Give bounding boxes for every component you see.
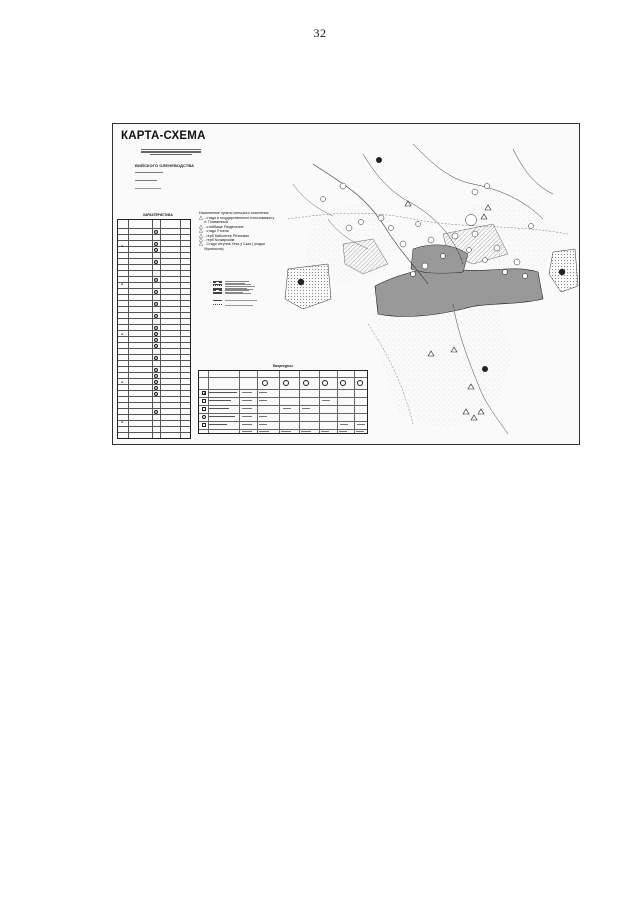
legend-item: △ - стойбище Раздельное — [199, 223, 244, 230]
legend-item: △ - Стадо отгулов Хета у Сказ ( угодье Мунильгия) — [199, 241, 266, 251]
line-symbol-legend — [213, 281, 271, 307]
map-caption-line-1 — [135, 172, 163, 173]
legend-item: △ - герб Кайссегер Рёзахман — [199, 232, 250, 239]
triangle-icon: △ — [199, 223, 203, 230]
map-subtitle — [141, 147, 201, 157]
left-characteristics-table: ● ● ● ● ● — [117, 219, 191, 439]
bottom-table-title: Биоресурсы — [273, 364, 293, 368]
legend-item: △ - герб Кочкарским — [199, 237, 235, 244]
map-sheet — [112, 123, 580, 445]
triangle-icon: △ — [199, 232, 203, 239]
legend-item: △ - стадо Утсели — [199, 228, 229, 235]
legend-heading: Населенные пункты сельского поселения — [199, 211, 269, 215]
bottom-resources-table: ▲ — [198, 370, 368, 434]
triangle-icon: △ — [199, 215, 203, 221]
map-legend — [199, 211, 275, 251]
map-caption-line-3 — [135, 188, 161, 189]
map-region-heading: ВИЙСКОГО ОЛЕНЕВОДСТВА — [135, 163, 195, 168]
page-number: 32 — [313, 26, 327, 40]
map-title: КАРТА-СХЕМА — [121, 130, 206, 142]
left-table-heading: ХАРАКТЕРИСТИКА — [143, 213, 173, 217]
triangle-icon: △ — [199, 241, 203, 248]
map-caption-line-2 — [135, 180, 157, 181]
legend-item: △ - стадо в государственного пользования у п. Пламенный — [199, 215, 275, 225]
triangle-icon: △ — [199, 237, 203, 244]
triangle-icon: △ — [199, 228, 203, 235]
